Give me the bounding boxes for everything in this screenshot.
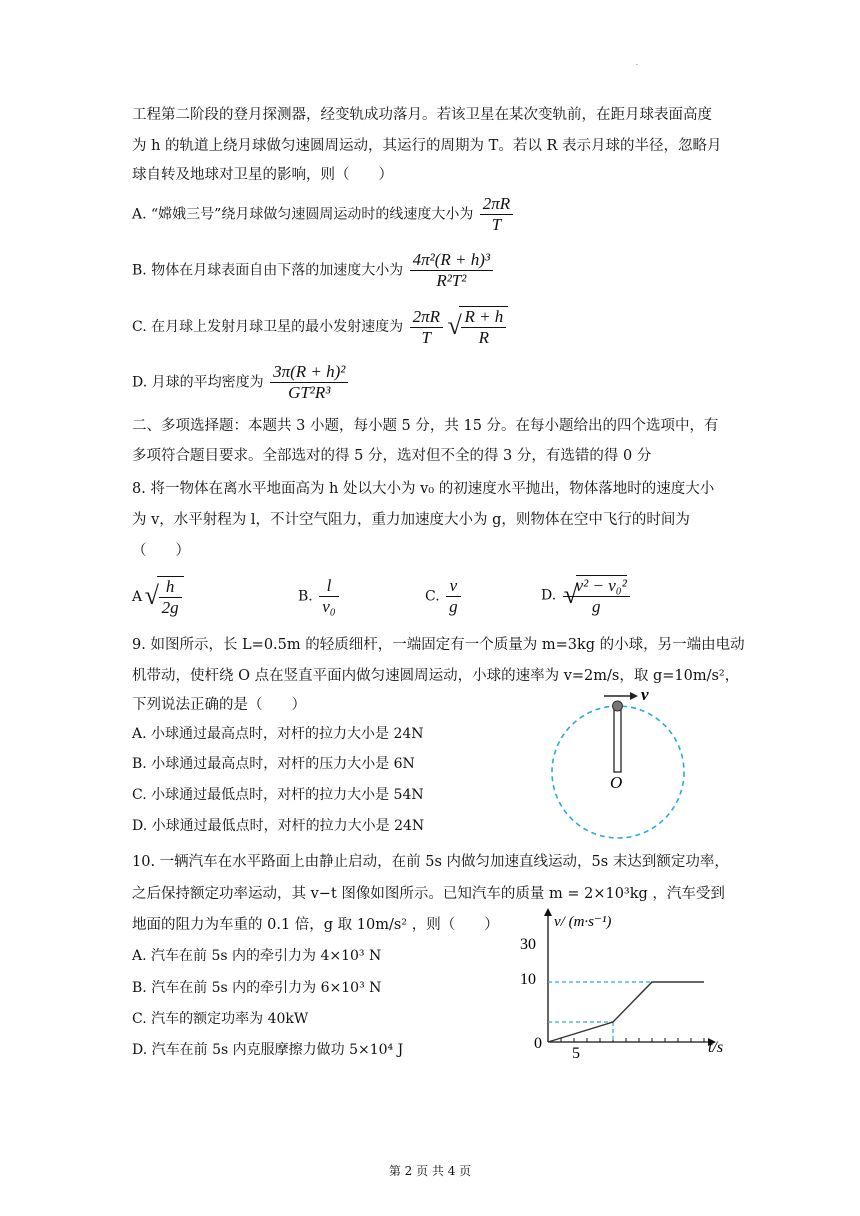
intro-line-1: 工程第二阶段的登月探测器，经变轨成功落月。若该卫星在某次变轨前，在距月球表面高度 — [132, 107, 712, 123]
q9-figure — [548, 684, 688, 844]
velocity-arrowhead — [630, 692, 638, 700]
q10-line-1: 10. 一辆汽车在水平路面上由静止启动，在前 5s 内做匀加速直线运动，5s 末达到额定功率， — [132, 854, 729, 870]
q9-line-2: 机带动，使杆绕 O 点在竖直平面内做匀速圆周运动，小球的速率为 v=2m/s，取 g=10m/s²， — [132, 668, 740, 684]
section2-line-1: 二、多项选择题：本题共 3 小题，每小题 5 分，共 15 分。在每小题给出的四个选项中，有 — [132, 418, 719, 434]
q9-option-d: D. 小球通过最低点时，对杆的拉力大小是 24N — [132, 818, 425, 834]
q10-option-b: B. 汽车在前 5s 内的牵引力为 6×10³ N — [132, 980, 382, 996]
x-tick-5: 5 — [572, 1045, 580, 1058]
q10-option-a: A. 汽车在前 5s 内的牵引力为 4×10³ N — [132, 948, 382, 964]
q9-line-1: 9. 如图所示，长 L=0.5m 的轻质细杆，一端固定有一个质量为 m=3kg 的小球，另一端由电动 — [132, 637, 745, 653]
y-tick-10: 10 — [520, 971, 536, 988]
q9-line-3: 下列说法正确的是（ ） — [132, 697, 306, 713]
q7-option-a: A. “嫦娥三号”绕月球做匀速圆周运动时的线速度大小为 $\frac{2\pi R}{T}$ — [132, 194, 515, 235]
q10-line-2: 之后保持额定功率运动，其 v−t 图像如图所示。已知汽车的质量 m = 2×10³kg ，汽车受到 — [132, 886, 725, 902]
q8-line-3: （ ） — [132, 543, 190, 559]
ball — [613, 701, 623, 711]
q8-option-b: B. $\frac{l}{\text{v₀}}$ — [298, 576, 341, 617]
q8-option-c: C. $\frac{v}{g}$ — [425, 576, 463, 617]
header-dot: . — [636, 60, 638, 67]
velocity-label: v — [641, 685, 649, 704]
q8-line-1: 8. 将一物体在离水平地面高为 h 处以大小为 v₀ 的初速度水平抛出，物体落地时的速度大小 — [132, 481, 715, 497]
q8-option-a: A √ $\frac{h}{2g}$ — [132, 576, 184, 618]
q8-line-2: 为 v，水平射程为 l，不计空气阻力，重力加速度大小为 g，则物体在空中飞行的时间为 — [132, 512, 690, 528]
intro-line-3: 球自转及地球对卫星的影响，则（ ） — [132, 167, 393, 183]
q7-option-c: C. 在月球上发射月球卫星的最小发射速度为 $\frac{2\pi R}{T}$ √ $\frac{R + h}{R}$ — [132, 306, 508, 348]
origin-label: 0 — [534, 1035, 542, 1052]
q10-option-c: C. 汽车的额定功率为 40kW — [132, 1011, 309, 1027]
y-axis-label: v/ (m·s⁻¹) — [554, 914, 612, 930]
intro-line-2: 为 h 的轨道上绕月球做匀速圆周运动，其运行的周期为 T。若以 R 表示月球的半径，忽略月 — [132, 138, 722, 154]
section2-line-2: 多项符合题目要求。全部选对的得 5 分，选对但不全的得 3 分，有选错的得 0 分 — [132, 448, 652, 464]
center-label: O — [610, 773, 623, 792]
vt-chart — [518, 906, 730, 1058]
page-footer: 第 2 页 共 4 页 — [388, 1164, 472, 1178]
y-tick-30: 30 — [520, 936, 536, 953]
q9-option-b: B. 小球通过最高点时，对杆的压力大小是 6N — [132, 756, 415, 772]
rod — [614, 708, 621, 772]
vt-series-line — [548, 982, 704, 1042]
q8-option-d: D. √ $\frac{\text{v² − v₀²}}{g}$ — [541, 574, 632, 617]
x-axis-label: t/s — [708, 1039, 724, 1056]
q7-option-b: B. 物体在月球表面自由下落的加速度大小为 $\frac{\text{4π²(R + h)³}}{\text{R²T²}}$ — [132, 250, 495, 291]
q10-line-3: 地面的阻力为车重的 0.1 倍，g 取 10m/s² ，则（ ） — [132, 917, 499, 933]
q10-option-d: D. 汽车在前 5s 内克服摩擦力做功 5×10⁴ J — [132, 1042, 404, 1058]
y-axis-arrow — [544, 908, 552, 916]
q9-option-a: A. 小球通过最高点时，对杆的拉力大小是 24N — [132, 726, 424, 742]
q7-option-d: D. 月球的平均密度为 $\frac{\text{3π(R + h)²}}{\text{GT²R³}}$ — [132, 362, 350, 403]
q9-option-c: C. 小球通过最低点时，对杆的拉力大小是 54N — [132, 787, 424, 803]
